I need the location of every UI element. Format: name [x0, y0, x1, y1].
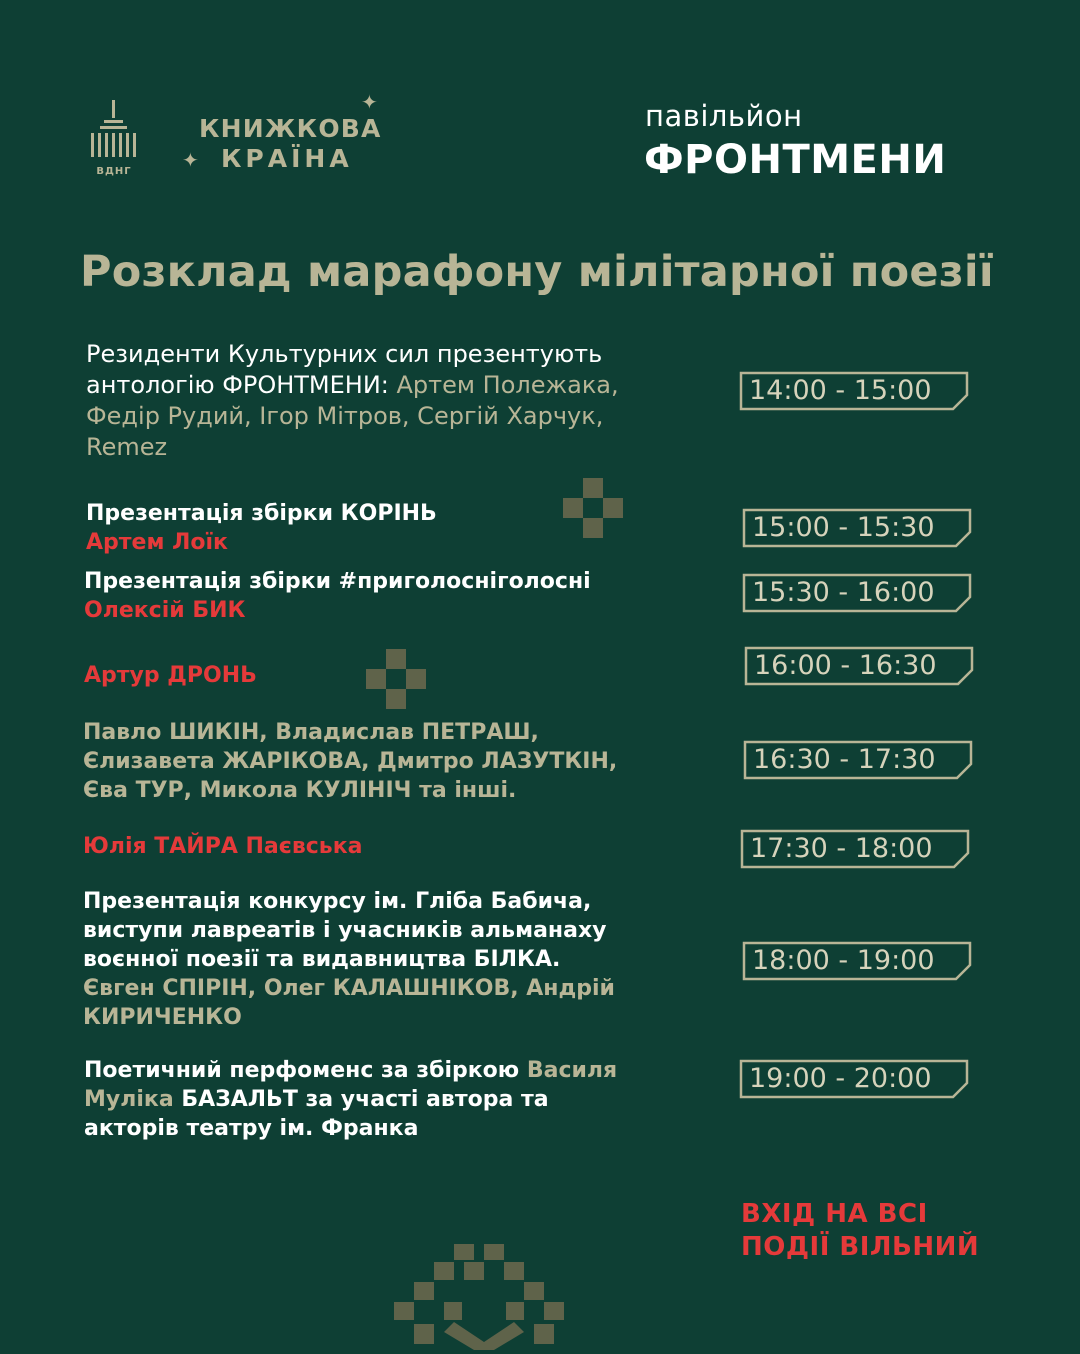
event-text-segment: Федір Рудий, Ігор Мітров, Сергій Харчук, — [86, 402, 604, 430]
time-slot — [742, 941, 970, 979]
sparkle-icon: ✦ — [182, 148, 199, 172]
event-line — [83, 974, 723, 1003]
event-description — [84, 1056, 724, 1143]
embroidery-ornament-icon — [394, 1244, 574, 1354]
event-line — [86, 401, 726, 432]
event-text-segment: Поетичний перфоменс за збіркою — [84, 1058, 527, 1083]
time-slot-label: 16:00 - 16:30 — [754, 650, 937, 681]
event-line — [86, 432, 726, 463]
free-entry-note — [741, 1198, 979, 1264]
time-slot — [739, 1059, 967, 1097]
event-text-segment: Василя — [526, 1058, 618, 1083]
event-text-segment: КИРИЧЕНКО — [83, 1005, 242, 1030]
event-line — [84, 567, 724, 596]
ornament-cross-icon — [366, 649, 426, 713]
event-text-segment: Артем Полежака, — [396, 371, 619, 399]
event-description — [83, 887, 723, 1032]
event-text-segment: Remez — [86, 433, 168, 461]
event-line — [86, 528, 606, 557]
pavilion-name: ФРОНТМЕНИ — [644, 137, 947, 183]
event-line — [84, 1085, 724, 1114]
event-text-segment: Артур ДРОНЬ — [84, 663, 257, 688]
event-line — [83, 776, 723, 805]
event-line — [83, 887, 723, 916]
event-text-segment: Презентація збірки КОРІНЬ — [86, 501, 437, 526]
event-description — [86, 339, 726, 463]
event-line — [86, 339, 726, 370]
event-line — [83, 1003, 723, 1032]
pavilion-label: павільйон — [645, 99, 803, 133]
event-description — [83, 832, 583, 861]
page-title: Розклад марафону мілітарної поезії — [80, 247, 994, 297]
event-text-segment: Павло ШИКІН, Владислав ПЕТРАШ, — [83, 720, 539, 745]
event-text-segment: Артем Лоїк — [86, 530, 228, 555]
event-line — [83, 916, 723, 945]
event-line — [84, 1114, 724, 1143]
time-slot — [743, 740, 971, 778]
event-line — [86, 499, 606, 528]
event-text-segment: виступи лавреатів і учасників альманаху — [83, 918, 607, 943]
event-line — [83, 832, 583, 861]
event-text-segment: воєнної поезії та видавництва БІЛКА. — [83, 947, 561, 972]
time-slot — [744, 646, 972, 684]
time-slot — [739, 371, 967, 409]
vdng-logo-label: ВДНГ — [96, 166, 132, 177]
time-slot-label: 18:00 - 19:00 — [752, 945, 935, 976]
book-country-logo-line2: КРАЇНА — [221, 144, 353, 173]
event-text-segment: Євген СПІРІН, Олег КАЛАШНІКОВ, Андрій — [83, 976, 615, 1001]
event-line — [84, 596, 724, 625]
event-text-segment: Олексій БИК — [84, 598, 246, 623]
free-entry-line2: ПОДІЇ ВІЛЬНИЙ — [741, 1232, 980, 1262]
event-text-segment: Єлизавета ЖАРІКОВА, Дмитро ЛАЗУТКІН, — [83, 749, 618, 774]
time-slot-label: 14:00 - 15:00 — [749, 375, 932, 406]
ornament-cross-icon — [563, 478, 623, 542]
event-text-segment: Єва ТУР, Микола КУЛІНІЧ та інші. — [83, 778, 517, 803]
time-slot-label: 16:30 - 17:30 — [753, 744, 936, 775]
event-line — [83, 747, 723, 776]
event-description — [83, 718, 723, 805]
event-line — [83, 718, 723, 747]
event-text-segment: Презентація збірки #приголосніголосні — [84, 569, 591, 594]
event-description — [84, 567, 724, 625]
time-slot — [740, 829, 968, 867]
event-line — [83, 945, 723, 974]
event-text-segment: Муліка — [84, 1087, 182, 1112]
event-text-segment: антологію ФРОНТМЕНИ: — [86, 371, 397, 399]
time-slot-label: 15:30 - 16:00 — [752, 577, 935, 608]
event-line — [84, 1056, 724, 1085]
time-slot-label: 15:00 - 15:30 — [752, 512, 935, 543]
book-country-logo-line1: КНИЖКОВА — [199, 114, 382, 143]
time-slot-label: 19:00 - 20:00 — [749, 1063, 932, 1094]
time-slot — [742, 508, 970, 546]
event-text-segment: БАЗАЛЬТ за участі автора та — [181, 1087, 549, 1112]
event-line — [86, 370, 726, 401]
event-text-segment: Резиденти Культурних сил презентують — [86, 340, 603, 368]
event-text-segment: Презентація конкурсу ім. Гліба Бабича, — [83, 889, 592, 914]
time-slot-label: 17:30 - 18:00 — [750, 833, 933, 864]
sparkle-icon: ✦ — [361, 90, 378, 114]
event-description — [86, 499, 606, 557]
free-entry-line1: ВХІД НА ВСІ — [741, 1199, 928, 1229]
time-slot — [742, 573, 970, 611]
event-text-segment: Юлія ТАЙРА Паєвська — [83, 834, 363, 859]
event-text-segment: акторів театру ім. Франка — [84, 1116, 419, 1141]
